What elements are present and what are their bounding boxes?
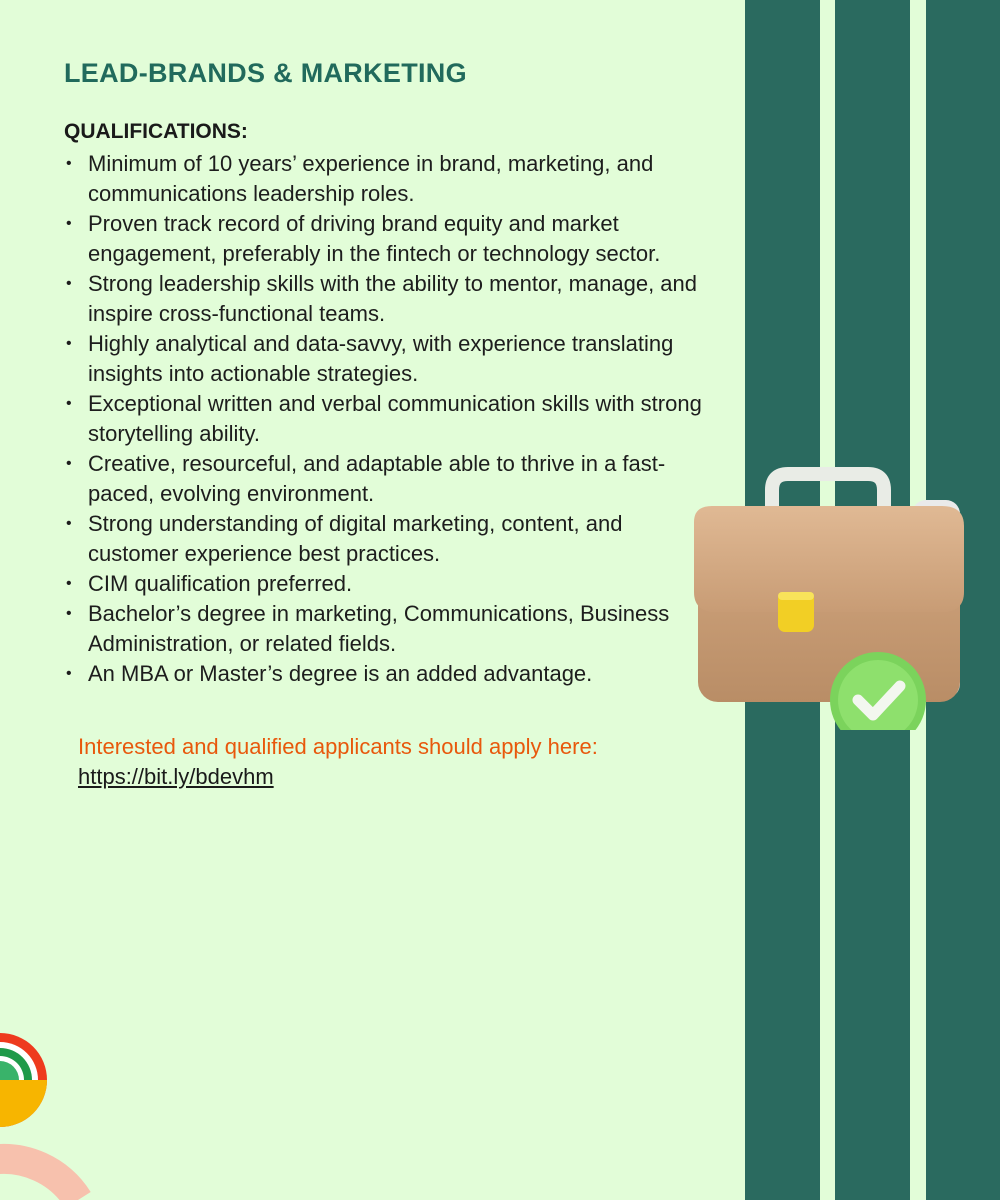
bullet-icon: • [66,155,72,172]
qualification-text: Bachelor’s degree in marketing, Communications, Business Administration, or related fields. [88,601,670,656]
list-item [64,149,704,209]
qualification-text: An MBA or Master’s degree is an added advantage. [88,661,593,686]
apply-text: Interested and qualified applicants should apply here: [78,734,598,759]
decorative-rainbow-icon [0,1020,110,1200]
briefcase-icon [680,460,970,730]
qualification-text: CIM qualification preferred. [88,571,353,596]
qualification-text: Strong leadership skills with the ability to mentor, manage, and inspire cross-functional teams. [88,271,697,326]
apply-link[interactable]: https://bit.ly/bdevhm [78,764,274,789]
list-item [64,659,704,689]
bullet-icon: • [66,665,72,682]
bullet-icon: • [66,215,72,232]
bullet-icon: • [66,575,72,592]
qualification-text: Strong understanding of digital marketing, content, and customer experience best practices. [88,511,623,566]
qualifications-heading: QUALIFICATIONS: [64,120,248,143]
list-item [64,599,704,659]
apply-instructions [78,732,704,792]
list-item [64,269,704,329]
bullet-icon: • [66,455,72,472]
list-item [64,449,704,509]
bullet-icon: • [66,605,72,622]
bullet-icon: • [66,275,72,292]
qualification-text: Exceptional written and verbal communication skills with strong storytelling ability. [88,391,702,446]
bullet-icon: • [66,335,72,352]
bullet-icon: • [66,395,72,412]
job-post-content [64,58,704,792]
list-item [64,209,704,269]
qualification-text: Minimum of 10 years’ experience in brand, marketing, and communications leadership roles. [88,151,654,206]
qualification-text: Creative, resourceful, and adaptable able to thrive in a fast-paced, evolving environment. [88,451,666,506]
list-item [64,509,704,569]
qualifications-list [64,149,704,689]
bullet-icon: • [66,515,72,532]
list-item [64,569,704,599]
job-title: LEAD-BRANDS & MARKETING [64,58,467,88]
qualification-text: Highly analytical and data-savvy, with experience translating insights into actionable strategies. [88,331,674,386]
list-item [64,389,704,449]
list-item [64,329,704,389]
qualification-text: Proven track record of driving brand equity and market engagement, preferably in the fintech or technology sector. [88,211,661,266]
